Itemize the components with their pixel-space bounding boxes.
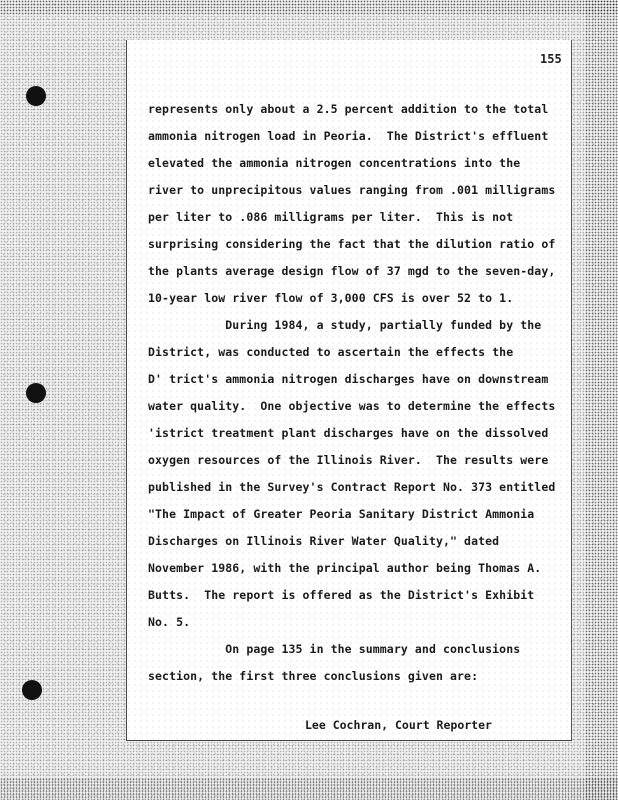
text-line: D' trict's ammonia nitrogen discharges have on downstream <box>148 372 549 386</box>
punch-hole-bottom <box>22 680 42 700</box>
text-line: river to unprecipitous values ranging from .001 milligrams <box>148 183 556 197</box>
punch-hole-middle <box>26 383 46 403</box>
text-line: section, the first three conclusions given are: <box>148 669 479 683</box>
text-line: ammonia nitrogen load in Peoria. The District's effluent <box>148 129 549 143</box>
text-line: On page 135 in the summary and conclusions <box>148 642 521 656</box>
margin-line-bottom <box>126 740 572 741</box>
text-line: 10-year low river flow of 3,000 CFS is over 52 to 1. <box>148 291 514 305</box>
text-line: the plants average design flow of 37 mgd to the seven-day, <box>148 264 556 278</box>
scan-edge-top <box>0 0 618 14</box>
text-line: District, was conducted to ascertain the effects the <box>148 345 514 359</box>
punch-hole-top <box>26 86 46 106</box>
text-line: "The Impact of Greater Peoria Sanitary District Ammonia <box>148 507 535 521</box>
transcript-paper <box>126 40 572 740</box>
text-line: During 1984, a study, partially funded by the <box>148 318 542 332</box>
page-number: 155 <box>540 52 562 66</box>
text-line: No. 5. <box>148 615 191 629</box>
scan-edge-bottom <box>0 778 618 800</box>
court-reporter-footer: Lee Cochran, Court Reporter <box>305 718 492 732</box>
text-line: represents only about a 2.5 percent addition to the total <box>148 102 549 116</box>
scan-edge-right <box>585 0 618 800</box>
text-line: per liter to .086 milligrams per liter. This is not <box>148 210 514 224</box>
text-line: elevated the ammonia nitrogen concentrations into the <box>148 156 521 170</box>
text-line: water quality. One objective was to determine the effects <box>148 399 556 413</box>
text-line: Discharges on Illinois River Water Quality," dated <box>148 534 500 548</box>
text-line: surprising considering the fact that the dilution ratio of <box>148 237 556 251</box>
text-line: 'istrict treatment plant discharges have on the dissolved <box>148 426 549 440</box>
text-line: published in the Survey's Contract Report No. 373 entitled <box>148 480 556 494</box>
text-line: November 1986, with the principal author being Thomas A. <box>148 561 542 575</box>
margin-line-left <box>126 40 127 740</box>
text-line: Butts. The report is offered as the District's Exhibit <box>148 588 535 602</box>
text-line: oxygen resources of the Illinois River. The results were <box>148 453 549 467</box>
margin-line-right <box>571 40 572 740</box>
